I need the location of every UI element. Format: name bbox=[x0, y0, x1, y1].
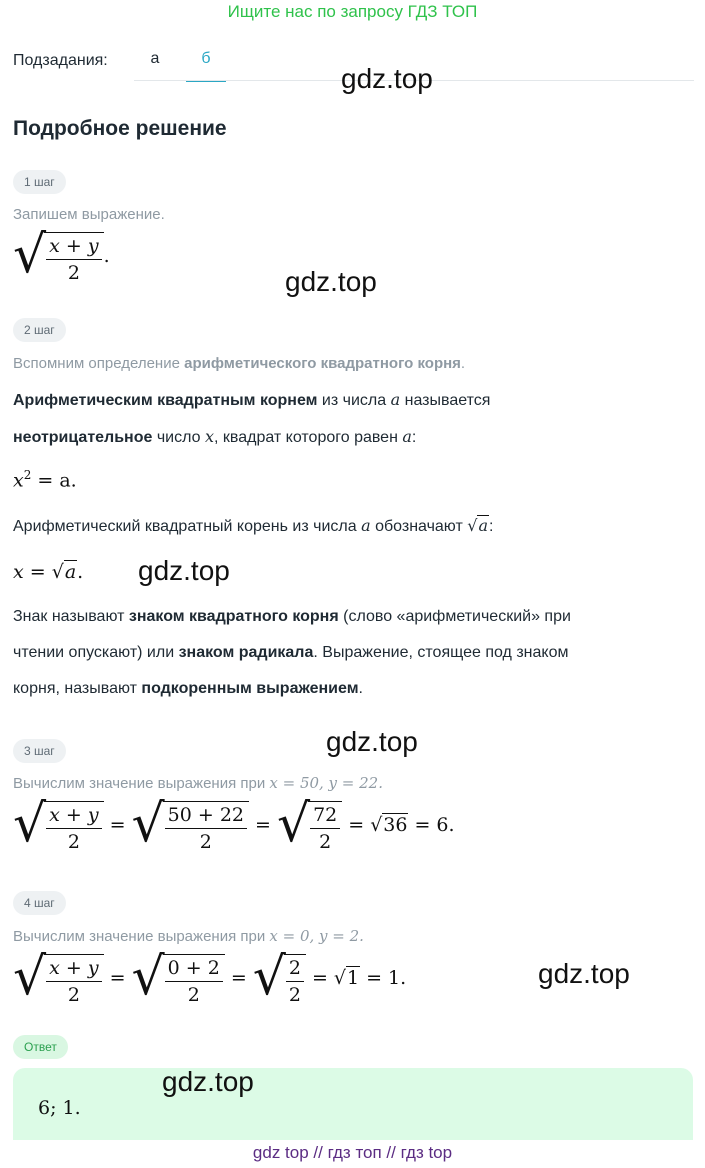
notation-line: Арифметический квадратный корень из числа a обозначают √a: bbox=[13, 516, 494, 535]
radical-text-line-1: Знак называют знаком квадратного корня (слово «арифметический» при bbox=[13, 608, 571, 625]
watermark: gdz.top bbox=[138, 555, 230, 586]
answer-badge: Ответ bbox=[13, 1035, 68, 1059]
watermark: gdz.top bbox=[285, 266, 377, 297]
tab-b[interactable]: б bbox=[186, 50, 226, 82]
search-banner[interactable]: Ищите нас по запросу ГДЗ ТОП bbox=[227, 2, 478, 21]
equation-x-root-a: x = √a. bbox=[13, 561, 84, 583]
subtasks-label: Подзадания: bbox=[13, 52, 108, 69]
watermark: gdz.top bbox=[341, 63, 433, 94]
step-3-intro: Вычислим значение выражения при x = 50, y = 22. bbox=[13, 774, 383, 792]
step-3-calculation: √ $\frac{x + y}{2}$ = √ $\frac{50 + 22}{2}$ = √ $\frac{72}{2}$ = √36 = 6. bbox=[13, 794, 455, 854]
step-4-calculation: √ $\frac{x + y}{2}$ = √ $\frac{0 + 2}{2}$ = √ $\frac{2}{2}$ = √1 = 1. bbox=[13, 947, 407, 1007]
radical-text-line-3: корня, называют подкоренным выражением. bbox=[13, 680, 363, 697]
section-title: Подробное решение bbox=[13, 117, 227, 140]
step-1-expression: √ $\frac{x + y}{2}$ . bbox=[13, 225, 110, 285]
watermark: gdz.top bbox=[326, 726, 418, 757]
tab-a[interactable]: а bbox=[150, 50, 160, 67]
definition-line-2: неотрицательное число x, квадрат которого равен a: bbox=[13, 427, 417, 446]
step-4-intro: Вычислим значение выражения при x = 0, y = 2. bbox=[13, 927, 364, 945]
radical-text-line-2: чтении опускают) или знаком радикала. Выражение, стоящее под знаком bbox=[13, 644, 569, 661]
step-1-intro: Запишем выражение. bbox=[13, 206, 165, 223]
footer-links[interactable]: gdz top // гдз топ // гдз top bbox=[252, 1143, 453, 1162]
watermark: gdz.top bbox=[538, 958, 630, 989]
answer-value: 6; 1. bbox=[38, 1097, 81, 1119]
step-1-badge: 1 шаг bbox=[13, 170, 66, 194]
step-3-badge: 3 шаг bbox=[13, 739, 66, 763]
step-4-badge: 4 шаг bbox=[13, 891, 66, 915]
step-2-intro: Вспомним определение арифметического квадратного корня. bbox=[13, 355, 466, 372]
answer-box bbox=[13, 1068, 693, 1140]
definition-line-1: Арифметическим квадратным корнем из числа a называется bbox=[13, 390, 491, 409]
watermark: gdz.top bbox=[162, 1066, 254, 1097]
step-2-badge: 2 шаг bbox=[13, 318, 66, 342]
equation-x-squared: $x^2 = a$. bbox=[13, 468, 77, 492]
